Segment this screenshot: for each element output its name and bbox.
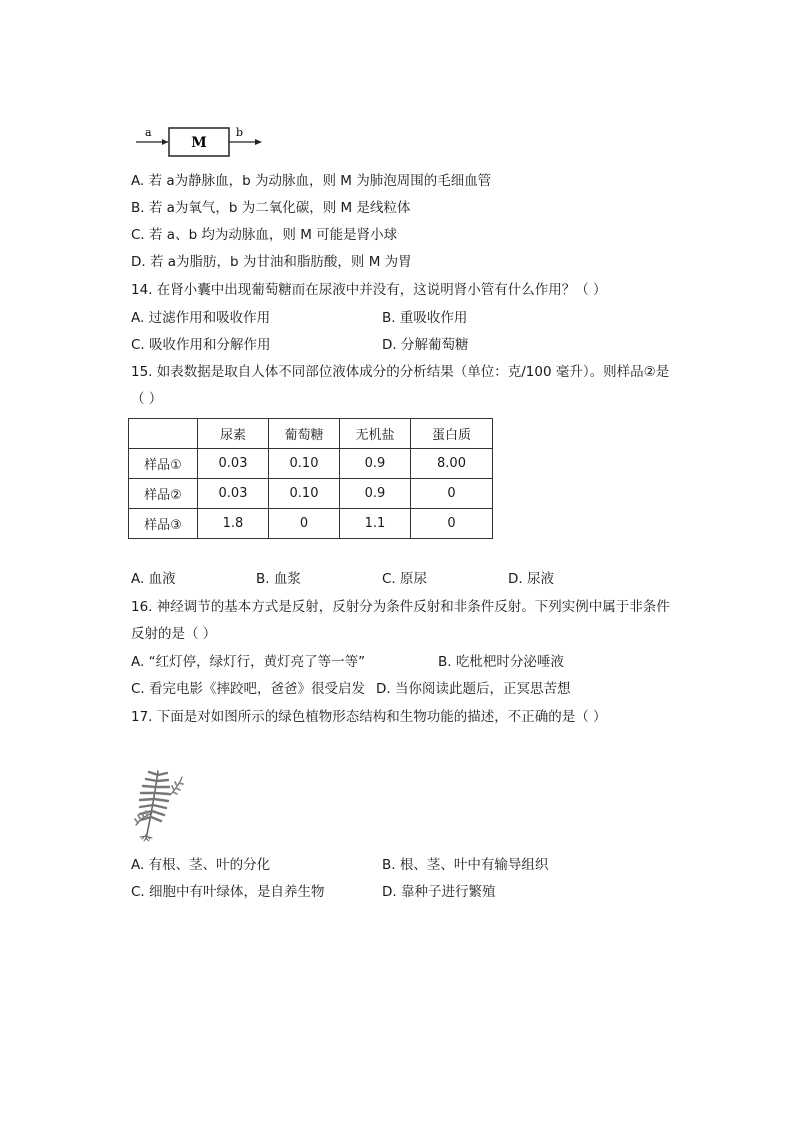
q15-stem-line2: （ ） [131, 391, 163, 407]
table-header-cell: 尿素 [198, 419, 269, 449]
output-arrow-head [255, 139, 262, 145]
q13-option-b: B. 若 a为氧气，b 为二氧化碳，则 M 是线粒体 [131, 200, 411, 216]
table-header-cell: 葡萄糖 [269, 419, 340, 449]
q16-option-c: C. 看完电影《摔跤吧，爸爸》很受启发 [131, 681, 366, 697]
table-header-cell: 无机盐 [340, 419, 411, 449]
q14-stem: 14. 在肾小囊中出现葡萄糖而在尿液中并没有，这说明肾小管有什么作用？（ ） [131, 282, 607, 298]
q13-option-c: C. 若 a、b 均为动脉血，则 M 可能是肾小球 [131, 227, 398, 243]
q14-option-b: B. 重吸收作用 [382, 310, 468, 326]
q17-option-b: B. 根、茎、叶中有输导组织 [382, 857, 549, 873]
q17-option-d: D. 靠种子进行繁殖 [382, 884, 496, 900]
table-header-cell: 蛋白质 [411, 419, 493, 449]
q15-stem-line1: 15. 如表数据是取自人体不同部位液体成分的分析结果（单位：克/100 毫升）。则样品②是 [131, 364, 670, 380]
table-row [129, 509, 493, 539]
q16-option-b: B. 吃枇杷时分泌唾液 [438, 654, 564, 670]
table-cell: 样品③ [129, 509, 198, 539]
table-cell: 样品① [129, 449, 198, 479]
q17-option-a: A. 有根、茎、叶的分化 [131, 857, 271, 873]
output-label: b [236, 126, 244, 139]
q14-option-a: A. 过滤作用和吸收作用 [131, 310, 271, 326]
table-cell: 1.1 [340, 509, 411, 539]
input-label: a [145, 126, 152, 139]
table-row [129, 449, 493, 479]
q13-option-a: A. 若 a为静脉血，b 为动脉血，则 M 为肺泡周围的毛细血管 [131, 173, 492, 189]
q15-option-c: C. 原尿 [382, 571, 428, 587]
table-header-cell [129, 419, 198, 449]
q13-option-d: D. 若 a为脂肪，b 为甘油和脂肪酸，则 M 为胃 [131, 254, 412, 270]
fern-plant-image [128, 765, 188, 843]
fluid-composition-table [128, 418, 493, 539]
table-cell: 8.00 [411, 449, 493, 479]
table-cell: 0.03 [198, 479, 269, 509]
q15-option-a: A. 血液 [131, 571, 176, 587]
q14-option-d: D. 分解葡萄糖 [382, 337, 469, 353]
q15-option-d: D. 尿液 [508, 571, 554, 587]
q17-stem: 17. 下面是对如图所示的绿色植物形态结构和生物功能的描述，不正确的是（ ） [131, 709, 607, 725]
table-row [129, 479, 493, 509]
q15-option-b: B. 血浆 [256, 571, 301, 587]
q16-stem-line1: 16. 神经调节的基本方式是反射，反射分为条件反射和非条件反射。下列实例中属于非条件 [131, 599, 670, 615]
table-cell: 0 [411, 509, 493, 539]
table-cell: 0 [269, 509, 340, 539]
flow-diagram [136, 124, 266, 160]
table-cell: 样品② [129, 479, 198, 509]
q17-option-c: C. 细胞中有叶绿体，是自养生物 [131, 884, 325, 900]
table-cell: 0.10 [269, 449, 340, 479]
table-header-row [129, 419, 493, 449]
q16-stem-line2: 反射的是（ ） [131, 626, 217, 642]
table-cell: 0.9 [340, 479, 411, 509]
table-cell: 0.10 [269, 479, 340, 509]
q14-option-c: C. 吸收作用和分解作用 [131, 337, 271, 353]
q16-option-a: A. “红灯停，绿灯行，黄灯亮了等一等” [131, 654, 366, 670]
input-arrow-head [162, 139, 168, 145]
q16-option-d: D. 当你阅读此题后，正冥思苦想 [376, 681, 571, 697]
table-cell: 0 [411, 479, 493, 509]
table-cell: 0.9 [340, 449, 411, 479]
table-cell: 0.03 [198, 449, 269, 479]
box-label: M [191, 135, 207, 151]
table-cell: 1.8 [198, 509, 269, 539]
